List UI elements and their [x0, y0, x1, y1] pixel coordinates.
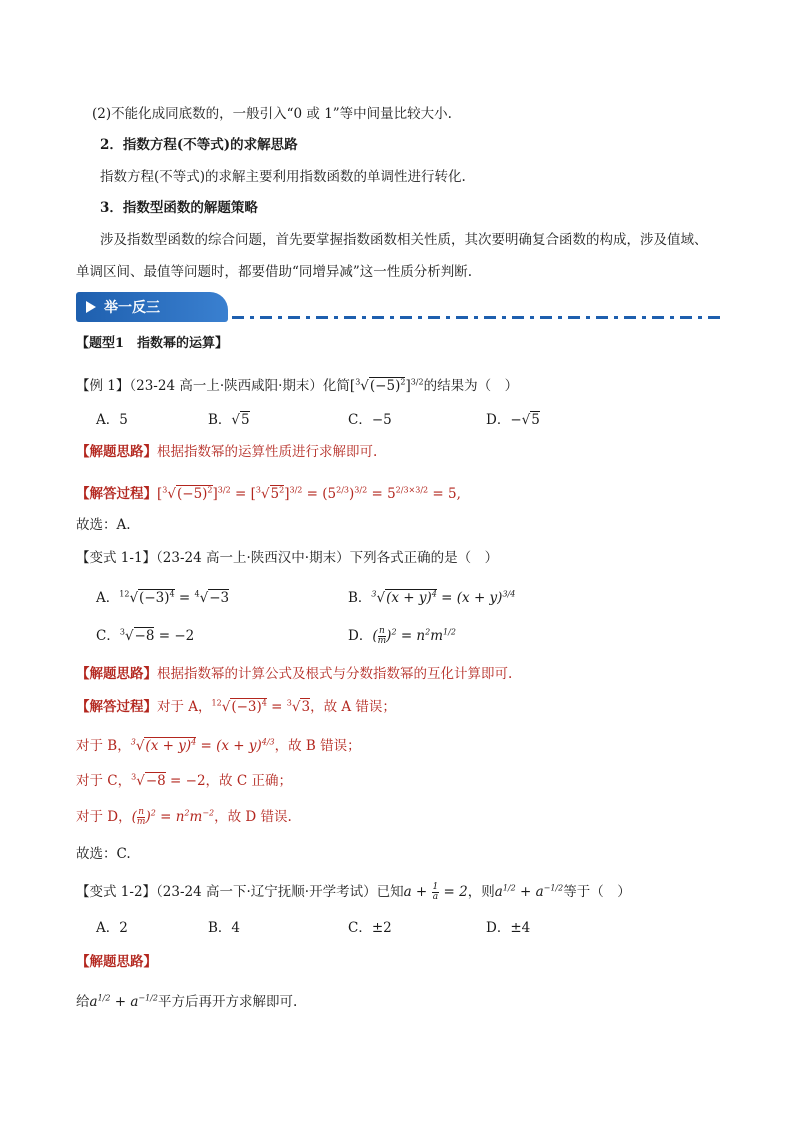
section-heading-3: 3．指数型函数的解题策略 [100, 200, 258, 216]
process-d-prefix: 对于 D， [76, 809, 132, 825]
process-b-prefix: 对于 B， [76, 738, 131, 754]
variant-1-2-mid: ，则 [467, 884, 495, 900]
variant-1-2-option-c: C．±2 [348, 920, 392, 936]
section-paragraph-2: 指数方程(不等式)的求解主要利用指数函数的单调性进行转化. [100, 169, 466, 185]
option-d-label: D． [486, 412, 511, 428]
variant-1-1-thinking [76, 664, 512, 684]
example-1-option-c: C．−5 [348, 412, 392, 428]
variant-1-2-condition: a + $\frac{1}{a}$ = 2 [403, 882, 468, 902]
section-banner [76, 292, 228, 322]
variant-1-2-option-b: B．4 [208, 920, 241, 936]
example-1-question [76, 376, 518, 396]
thinking-suffix: 平方后再开方求解即可. [157, 994, 298, 1010]
example-1-solution-math: $[^3√(-5)^2]^{3/2} = [^3√5^2]^{3/2} = (5^{2/3})^{3/2} = 5^{2/3\times 3/2} = 5$, [157, 485, 461, 502]
question-type-label: 【题型1 指数幂的运算】 [76, 336, 229, 351]
intro-line-1: (2)不能化成同底数的，一般引入“0 或 1”等中间量比较大小. [92, 106, 452, 122]
section-paragraph-3a: 涉及指数型函数的综合问题，首先要掌握指数函数相关性质，其次要明确复合函数的构成，涉及值域、 [100, 232, 708, 248]
play-arrow-icon [86, 301, 96, 313]
variant-1-1-option-a: A．$^{12}√(-3)^4 = ^4√-3$ [96, 589, 230, 606]
thinking-text: 根据指数幂的运算性质进行求解即可. [157, 444, 378, 460]
example-1-thinking [76, 442, 377, 462]
example-1-expression: $[^3√(-5)^2]^{3/2}$ [349, 377, 424, 394]
thinking-prefix: 给 [76, 994, 90, 1010]
thinking-text: 根据指数幂的计算公式及根式与分数指数幂的互化计算即可. [157, 666, 513, 682]
variant-1-1-process-c: 对于 C，$^3$√−8 = −2，故 C 正确； [76, 772, 292, 789]
section-paragraph-3b: 单调区间、最值等问题时，都要借助“同增异减”这一性质分析判断. [76, 264, 473, 280]
variant-1-2-suffix: 等于（ ） [563, 884, 631, 900]
option-c-label: C． [348, 920, 372, 936]
example-1-option-b: B．√5 [208, 412, 250, 428]
thinking-label: 【解题思路】 [76, 444, 157, 460]
example-1-option-d: D．−√5 [486, 412, 540, 428]
example-1-option-a: A．5 [96, 412, 128, 428]
option-d-label: D． [348, 628, 373, 644]
process-c-suffix: ，故 C 正确； [205, 773, 292, 789]
process-a-suffix: ，故 A 错误； [310, 699, 396, 715]
process-b-suffix: ，故 B 错误； [274, 738, 361, 754]
process-d-suffix: ，故 D 错误. [214, 809, 292, 825]
process-a-prefix: 对于 A， [157, 699, 212, 715]
variant-1-2-thinking: 给$a^{1/2} + a^{-1/2}$平方后再开方求解即可. [76, 993, 298, 1010]
thinking-label: 【解题思路】 [76, 666, 157, 682]
variant-1-1-option-c: C．$^3$√−8 = −2 [96, 627, 195, 644]
variant-1-1-question: 【变式 1-1】（23-24 高一上·陕西汉中·期末）下列各式正确的是（ ） [76, 550, 499, 566]
process-label: 【解答过程】 [76, 699, 157, 715]
variant-1-1-option-b: B．$^3√(x + y)^4 = (x + y)^{3/4}$ [348, 589, 516, 606]
option-d-label: D． [486, 920, 511, 936]
variant-1-2-prefix: 【变式 1-2】（23-24 高一下·辽宁抚顺·开学考试）已知 [76, 884, 404, 900]
example-1-prefix: 【例 1】（23-24 高一上·陕西咸阳·期末）化简 [76, 378, 350, 394]
variant-1-2-question [76, 882, 631, 902]
variant-1-1-process-d: 对于 D，( $\frac{n}{m}$ )$^2 = n^2m^{-2}$，故 D 错误. [76, 807, 292, 827]
option-c-label: C． [348, 412, 372, 428]
section-heading-2: 2．指数方程(不等式)的求解思路 [100, 137, 298, 153]
variant-1-2-thinking-label: 【解题思路】 [76, 954, 157, 970]
banner-label: 举一反三 [104, 300, 160, 316]
example-1-process [76, 484, 461, 504]
dashed-divider [232, 316, 720, 319]
variant-1-1-option-d: D．( $\frac{n}{m}$ )$^2 = n^2m^{1/2}$ [348, 626, 456, 646]
variant-1-1-process-a: 【解答过程】对于 A，$^{12}√(-3)^4 = ^3√3$，故 A 错误； [76, 698, 396, 715]
variant-1-2-option-a: A．2 [96, 920, 128, 936]
process-c-prefix: 对于 C， [76, 773, 132, 789]
variant-1-1-answer: 故选：C. [76, 846, 131, 862]
variant-1-1-process-b: 对于 B，$^3√(x + y)^4 = (x + y)^{4/3}$，故 B 错误； [76, 737, 361, 754]
option-b-label: B． [348, 590, 372, 606]
example-1-suffix: 的结果为（ ） [423, 378, 519, 394]
option-c-label: C． [96, 628, 120, 644]
process-label: 【解答过程】 [76, 486, 157, 502]
variant-1-2-target: $a^{1/2} + a^{-1/2}$ [494, 883, 564, 900]
option-b-label: B． [208, 412, 232, 428]
option-a-label: A． [96, 590, 120, 606]
variant-1-2-option-d: D．±4 [486, 920, 531, 936]
example-1-answer: 故选：A. [76, 517, 131, 533]
